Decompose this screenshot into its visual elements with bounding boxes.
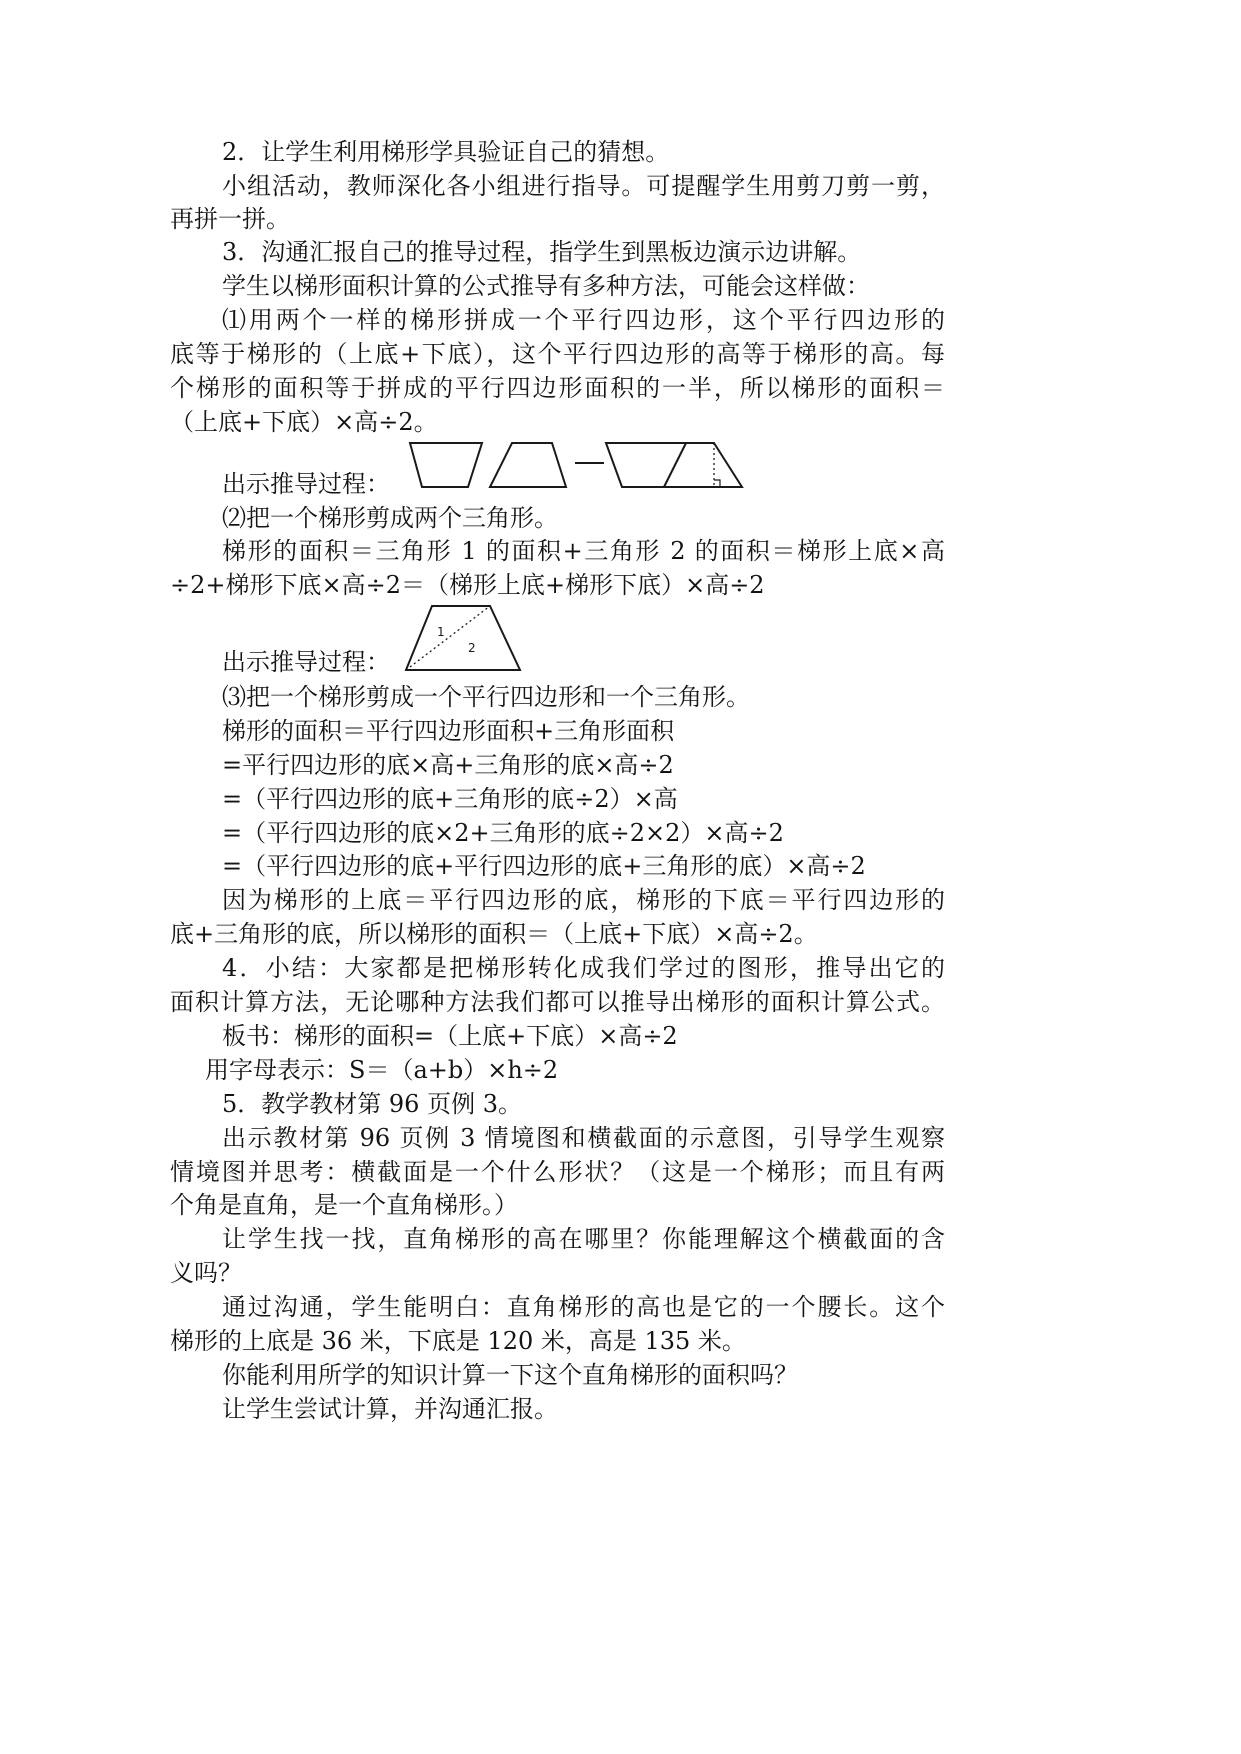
formula-line: ÷2+梯形下底×高÷2＝（梯形上底+梯形下底）×高÷2 — [170, 571, 765, 599]
paragraph-line: 再拼一拼。 — [170, 205, 290, 233]
paragraph-line: 面积计算方法，无论哪种方法我们都可以推导出梯形的面积计算公式。 — [170, 988, 945, 1016]
paragraph-line: 通过沟通，学生能明白：直角梯形的高也是它的一个腰长。这个 — [222, 1293, 945, 1321]
right-angle-mark — [714, 480, 720, 487]
paragraph-line: 情境图并思考：横截面是一个什么形状？（这是一个梯形；而且有两 — [170, 1158, 945, 1186]
paragraph-line: 个梯形的面积等于拼成的平行四边形面积的一半，所以梯形的面积＝ — [170, 374, 945, 402]
step-3-heading: 3．沟通汇报自己的推导过程，指学生到黑板边演示边讲解。 — [222, 238, 862, 266]
paragraph-line: 梯形的上底是 36 米，下底是 120 米，高是 135 米。 — [170, 1327, 746, 1355]
paragraph-line: 底等于梯形的（上底+下底），这个平行四边形的高等于梯形的高。每 — [170, 340, 945, 368]
paragraph-line: 你能利用所学的知识计算一下这个直角梯形的面积吗？ — [222, 1361, 798, 1389]
paragraph-line: 底+三角形的底，所以梯形的面积＝（上底+下底）×高÷2。 — [170, 920, 818, 948]
formula-line: =（平行四边形的底+三角形的底÷2）×高 — [222, 785, 678, 813]
figure-caption: 出示推导过程： — [222, 470, 390, 498]
paragraph-line: 让学生找一找，直角梯形的高在哪里？你能理解这个横截面的含 — [222, 1225, 945, 1253]
step-2-heading: 2．让学生利用梯形学具验证自己的猜想。 — [222, 138, 670, 166]
triangle-1-label: 1 — [437, 625, 445, 639]
step-5-heading: 5．教学教材第 96 页例 3。 — [222, 1090, 522, 1118]
letter-formula-line: 用字母表示：S＝（a+b）×h÷2 — [205, 1056, 559, 1084]
paragraph-line: 个角是直角，是一个直角梯形。） — [170, 1191, 518, 1219]
method-1-line: ⑴用两个一样的梯形拼成一个平行四边形，这个平行四边形的 — [222, 306, 945, 334]
step-4-heading: 4．小结：大家都是把梯形转化成我们学过的图形，推导出它的 — [222, 954, 945, 982]
trapezoid-to-parallelogram-figure — [400, 436, 750, 496]
paragraph-line: 小组活动，教师深化各小组进行指导。可提醒学生用剪刀剪一剪， — [222, 172, 945, 200]
inverted-trapezoid-shape — [410, 443, 482, 487]
formula-line: =（平行四边形的底×2+三角形的底÷2×2）×高÷2 — [222, 819, 784, 847]
paragraph-line: 因为梯形的上底＝平行四边形的底，梯形的下底＝平行四边形的 — [222, 886, 945, 914]
figure-caption: 出示推导过程： — [222, 648, 390, 676]
paragraph-line: 义吗？ — [170, 1259, 242, 1287]
trapezoid-two-triangles-figure — [400, 598, 530, 678]
method-3-line: ⑶把一个梯形剪成一个平行四边形和一个三角形。 — [222, 683, 750, 711]
formula-line: =（平行四边形的底+平行四边形的底+三角形的底）×高÷2 — [222, 852, 866, 880]
trapezoid-shape — [406, 606, 520, 670]
paragraph-line: 出示教材第 96 页例 3 情境图和横截面的示意图，引导学生观察 — [222, 1124, 945, 1152]
upright-trapezoid-shape — [490, 443, 566, 487]
method-2-line: ⑵把一个梯形剪成两个三角形。 — [222, 504, 558, 532]
trapezoid-seam-line — [664, 443, 686, 487]
board-formula-line: 板书：梯形的面积=（上底+下底）×高÷2 — [222, 1022, 678, 1050]
formula-line: 梯形的面积＝三角形 1 的面积+三角形 2 的面积＝梯形上底×高 — [222, 537, 945, 565]
triangle-2-label: 2 — [468, 641, 476, 655]
formula-line: （上底+下底）×高÷2。 — [170, 408, 438, 436]
formula-line: =平行四边形的底×高+三角形的底×高÷2 — [222, 751, 674, 779]
paragraph-line: 让学生尝试计算，并沟通汇报。 — [222, 1395, 558, 1423]
formula-line: 梯形的面积＝平行四边形面积+三角形面积 — [222, 717, 675, 745]
paragraph-line: 学生以梯形面积计算的公式推导有多种方法，可能会这样做： — [222, 272, 870, 300]
